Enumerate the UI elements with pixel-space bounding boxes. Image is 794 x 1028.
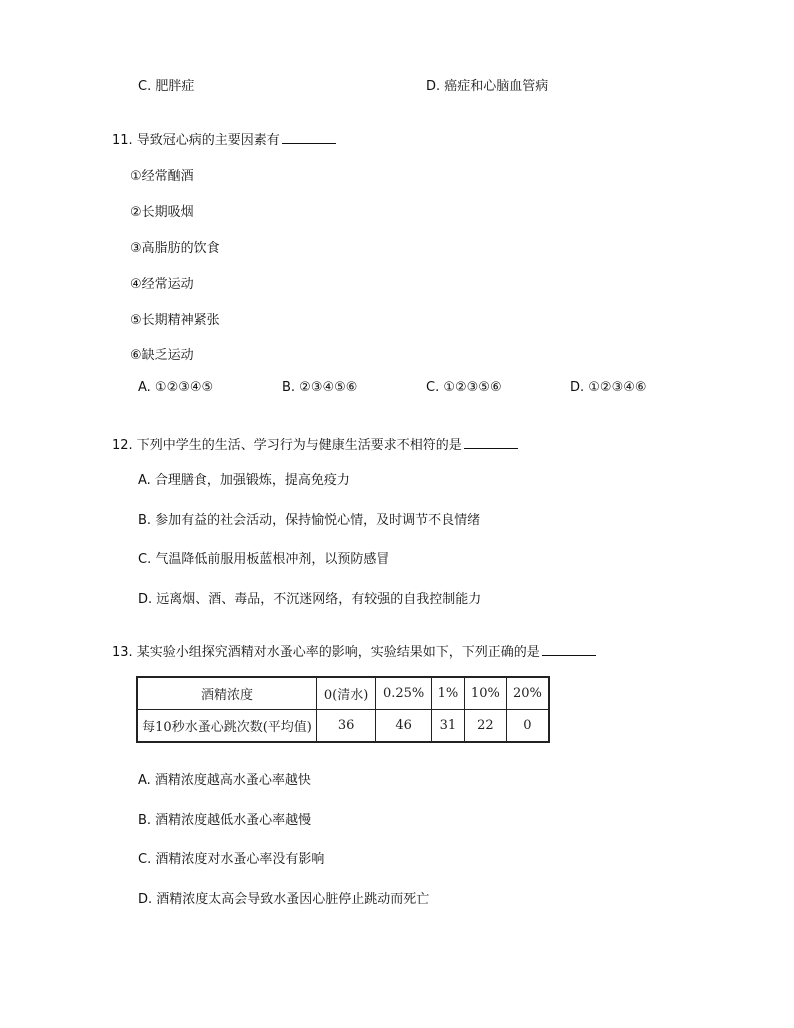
table-cell: 22 [464, 710, 506, 743]
q11-item-2: ②长期吸烟 [130, 205, 194, 220]
table-header-cell: 0(清水) [317, 677, 376, 710]
q13-option-d: D. 酒精浓度太高会导致水蚤因心脏停止跳动而死亡 [138, 892, 430, 907]
table-header-cell: 1% [432, 677, 465, 710]
table-row [137, 710, 549, 743]
q12-option-c: C. 气温降低前服用板蓝根冲剂，以预防感冒 [138, 552, 390, 567]
q13-option-b: B. 酒精浓度越低水蚤心率越慢 [138, 813, 312, 828]
answer-blank [282, 131, 336, 144]
answer-blank [464, 436, 518, 449]
q11-option-a: A. ①②③④⑤ [138, 380, 214, 395]
table-cell: 0 [506, 710, 549, 743]
q12-option-d: D. 远离烟、酒、毒品，不沉迷网络，有较强的自我控制能力 [138, 592, 482, 607]
q13-data-table [136, 676, 550, 743]
q11-option-b: B. ②③④⑤⑥ [282, 380, 358, 395]
q11-item-6: ⑥缺乏运动 [130, 348, 194, 363]
q11-option-c: C. ①②③⑤⑥ [426, 380, 502, 395]
table-cell: 46 [376, 710, 432, 743]
q10-option-d: D. 癌症和心脑血管病 [426, 79, 549, 94]
q11-stem: 11. 导致冠心病的主要因素有 [112, 129, 336, 148]
q12-option-b: B. 参加有益的社会活动，保持愉悦心情，及时调节不良情绪 [138, 513, 481, 528]
table-header-cell: 0.25% [376, 677, 432, 710]
table-row [137, 677, 549, 710]
q10-option-c: C. 肥胖症 [138, 79, 195, 94]
table-header-cell: 20% [506, 677, 549, 710]
table-header-cell: 10% [464, 677, 506, 710]
q13-option-c: C. 酒精浓度对水蚤心率没有影响 [138, 852, 325, 867]
table-cell: 31 [432, 710, 465, 743]
q11-item-3: ③高脂肪的饮食 [130, 241, 220, 256]
answer-blank [542, 643, 596, 656]
q12-stem: 12. 下列中学生的生活、学习行为与健康生活要求不相符的是 [112, 434, 518, 453]
q12-option-a: A. 合理膳食，加强锻炼，提高免疫力 [138, 473, 350, 488]
table-cell: 36 [317, 710, 376, 743]
q11-option-d: D. ①②③④⑥ [570, 380, 647, 395]
q13-stem: 13. 某实验小组探究酒精对水蚤心率的影响，实验结果如下，下列正确的是 [112, 641, 596, 660]
table-cell: 每10秒水蚤心跳次数(平均值) [137, 710, 317, 743]
q11-item-5: ⑤长期精神紧张 [130, 313, 220, 328]
table-header-cell: 酒精浓度 [137, 677, 317, 710]
q13-option-a: A. 酒精浓度越高水蚤心率越快 [138, 773, 311, 788]
q11-item-1: ①经常酗酒 [130, 169, 194, 184]
q11-item-4: ④经常运动 [130, 277, 194, 292]
